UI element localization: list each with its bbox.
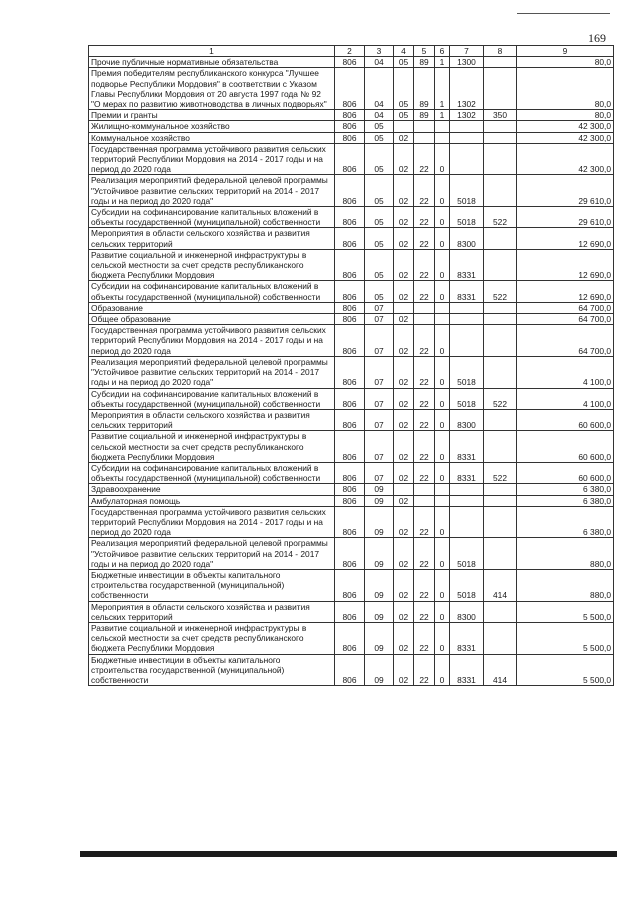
row-code: 806 [335, 314, 365, 325]
row-code: 414 [484, 569, 517, 601]
row-code: 0 [435, 601, 450, 622]
row-code [435, 314, 450, 325]
table-row [89, 495, 614, 506]
row-code [435, 495, 450, 506]
row-code: 22 [414, 325, 435, 357]
row-code [484, 121, 517, 132]
row-code: 04 [365, 110, 394, 121]
row-code: 05 [394, 57, 414, 68]
row-code: 0 [435, 654, 450, 686]
row-code [435, 302, 450, 313]
row-amount: 80,0 [517, 110, 614, 121]
row-code: 02 [394, 569, 414, 601]
row-code: 05 [365, 132, 394, 143]
row-code [450, 314, 484, 325]
table-body [89, 57, 614, 686]
row-label: Образование [89, 302, 335, 313]
row-code [484, 132, 517, 143]
row-code: 02 [394, 132, 414, 143]
row-code: 22 [414, 281, 435, 302]
row-amount: 880,0 [517, 569, 614, 601]
table-row [89, 538, 614, 570]
row-label: Мероприятия в области сельского хозяйства и развития сельских территорий [89, 228, 335, 249]
row-code [484, 57, 517, 68]
row-code: 1302 [450, 110, 484, 121]
row-code [484, 228, 517, 249]
row-code: 09 [365, 569, 394, 601]
column-header: 4 [394, 46, 414, 57]
row-code: 05 [365, 207, 394, 228]
row-code: 02 [394, 207, 414, 228]
row-amount: 42 300,0 [517, 143, 614, 175]
row-amount: 29 610,0 [517, 175, 614, 207]
row-amount: 6 380,0 [517, 495, 614, 506]
row-code: 02 [394, 325, 414, 357]
row-code: 22 [414, 622, 435, 654]
row-amount: 29 610,0 [517, 207, 614, 228]
row-code: 0 [435, 538, 450, 570]
row-code [484, 143, 517, 175]
row-code: 0 [435, 228, 450, 249]
row-label: Государственная программа устойчивого развития сельских территорий Республики Мордовия на 2014 - 2017 годы и на период до 2020 года [89, 506, 335, 538]
row-code: 07 [365, 325, 394, 357]
row-code [484, 506, 517, 538]
row-code: 89 [414, 68, 435, 110]
row-code: 07 [365, 356, 394, 388]
row-code: 806 [335, 207, 365, 228]
row-code: 806 [335, 484, 365, 495]
table-row [89, 110, 614, 121]
row-amount: 880,0 [517, 538, 614, 570]
row-code: 05 [365, 249, 394, 281]
row-code: 02 [394, 622, 414, 654]
row-code: 8300 [450, 409, 484, 430]
row-label: Премии и гранты [89, 110, 335, 121]
row-code: 04 [365, 68, 394, 110]
row-code: 806 [335, 601, 365, 622]
row-code: 522 [484, 462, 517, 483]
table-row [89, 506, 614, 538]
row-code: 02 [394, 506, 414, 538]
row-code [484, 431, 517, 463]
row-code: 806 [335, 302, 365, 313]
row-code: 02 [394, 495, 414, 506]
row-code: 0 [435, 622, 450, 654]
row-code [435, 121, 450, 132]
row-code [484, 409, 517, 430]
row-code: 09 [365, 654, 394, 686]
row-code [484, 325, 517, 357]
row-amount: 4 100,0 [517, 388, 614, 409]
row-code [484, 249, 517, 281]
row-code: 0 [435, 207, 450, 228]
table-row [89, 68, 614, 110]
row-code [394, 121, 414, 132]
row-code: 02 [394, 409, 414, 430]
row-code: 09 [365, 506, 394, 538]
row-code: 02 [394, 538, 414, 570]
row-code: 1302 [450, 68, 484, 110]
row-code: 806 [335, 143, 365, 175]
row-code: 8331 [450, 622, 484, 654]
row-code: 05 [365, 175, 394, 207]
column-header: 9 [517, 46, 614, 57]
row-code: 0 [435, 325, 450, 357]
row-code: 350 [484, 110, 517, 121]
row-label: Реализация мероприятий федеральной целевой программы "Устойчивое развитие сельских территорий на 2014 - 2017 годы и на период до 2020 года" [89, 538, 335, 570]
row-code: 806 [335, 228, 365, 249]
row-code [450, 121, 484, 132]
table-header-row [89, 46, 614, 57]
row-label: Здравоохранение [89, 484, 335, 495]
row-code: 05 [365, 143, 394, 175]
row-code: 806 [335, 462, 365, 483]
row-code: 22 [414, 228, 435, 249]
row-code: 8331 [450, 654, 484, 686]
row-code: 1 [435, 57, 450, 68]
row-amount: 42 300,0 [517, 132, 614, 143]
row-amount: 12 690,0 [517, 228, 614, 249]
row-code: 0 [435, 431, 450, 463]
row-code [450, 325, 484, 357]
row-code: 806 [335, 431, 365, 463]
row-code: 806 [335, 654, 365, 686]
row-code [414, 121, 435, 132]
row-code: 0 [435, 462, 450, 483]
row-amount: 42 300,0 [517, 121, 614, 132]
row-code [414, 314, 435, 325]
row-code: 02 [394, 249, 414, 281]
row-code: 02 [394, 281, 414, 302]
row-code: 806 [335, 57, 365, 68]
row-label: Бюджетные инвестиции в объекты капитального строительства государственной (муниципальной) собственности [89, 654, 335, 686]
row-label: Общее образование [89, 314, 335, 325]
row-code [484, 495, 517, 506]
row-code: 0 [435, 143, 450, 175]
table-row [89, 57, 614, 68]
row-code: 5018 [450, 569, 484, 601]
row-code: 05 [365, 228, 394, 249]
row-code: 806 [335, 281, 365, 302]
row-label: Развитие социальной и инженерной инфраструктуры в сельской местности за счет средств республиканского бюджета Республики Мордовия [89, 249, 335, 281]
table-row [89, 175, 614, 207]
row-amount: 60 600,0 [517, 462, 614, 483]
row-code: 0 [435, 506, 450, 538]
row-code: 22 [414, 175, 435, 207]
table-row [89, 484, 614, 495]
row-amount: 4 100,0 [517, 356, 614, 388]
row-code: 05 [394, 68, 414, 110]
row-code: 806 [335, 68, 365, 110]
row-label: Государственная программа устойчивого развития сельских территорий Республики Мордовия на 2014 - 2017 годы и на период до 2020 года [89, 143, 335, 175]
row-code: 806 [335, 175, 365, 207]
row-amount: 60 600,0 [517, 409, 614, 430]
page-number: 169 [588, 31, 606, 45]
row-code: 806 [335, 325, 365, 357]
row-code: 522 [484, 388, 517, 409]
row-code: 22 [414, 462, 435, 483]
row-code: 8300 [450, 601, 484, 622]
row-code: 09 [365, 484, 394, 495]
table-row [89, 132, 614, 143]
row-code [484, 302, 517, 313]
row-code: 09 [365, 622, 394, 654]
row-code: 04 [365, 57, 394, 68]
row-code [450, 302, 484, 313]
row-label: Развитие социальной и инженерной инфраструктуры в сельской местности за счет средств республиканского бюджета Республики Мордовия [89, 622, 335, 654]
row-code: 806 [335, 409, 365, 430]
table-row [89, 601, 614, 622]
row-code [484, 601, 517, 622]
row-amount: 12 690,0 [517, 281, 614, 302]
table-row [89, 356, 614, 388]
row-code: 02 [394, 314, 414, 325]
row-code: 0 [435, 281, 450, 302]
row-code: 07 [365, 314, 394, 325]
row-amount: 80,0 [517, 68, 614, 110]
row-code: 806 [335, 249, 365, 281]
top-rule [517, 13, 610, 14]
table-row [89, 207, 614, 228]
row-code: 09 [365, 538, 394, 570]
row-amount: 60 600,0 [517, 431, 614, 463]
row-code [450, 484, 484, 495]
row-label: Субсидии на софинансирование капитальных вложений в объекты государственной (муниципальной) собственности [89, 207, 335, 228]
row-code: 806 [335, 495, 365, 506]
row-code: 8300 [450, 228, 484, 249]
row-code: 05 [365, 281, 394, 302]
row-amount: 5 500,0 [517, 601, 614, 622]
table-row [89, 302, 614, 313]
row-code [435, 132, 450, 143]
table-row [89, 462, 614, 483]
row-code: 0 [435, 409, 450, 430]
row-code: 07 [365, 431, 394, 463]
table-row [89, 654, 614, 686]
row-code: 806 [335, 121, 365, 132]
row-code: 5018 [450, 175, 484, 207]
row-amount: 80,0 [517, 57, 614, 68]
row-code: 02 [394, 356, 414, 388]
row-code [484, 68, 517, 110]
bottom-bar [80, 851, 617, 857]
row-amount: 6 380,0 [517, 484, 614, 495]
row-code: 22 [414, 431, 435, 463]
row-label: Государственная программа устойчивого развития сельских территорий Республики Мордовия на 2014 - 2017 годы и на период до 2020 года [89, 325, 335, 357]
row-code: 8331 [450, 431, 484, 463]
column-header: 7 [450, 46, 484, 57]
column-header: 2 [335, 46, 365, 57]
row-code: 5018 [450, 388, 484, 409]
row-label: Реализация мероприятий федеральной целевой программы "Устойчивое развитие сельских территорий на 2014 - 2017 годы и на период до 2020 года" [89, 356, 335, 388]
column-header: 1 [89, 46, 335, 57]
row-code: 806 [335, 538, 365, 570]
row-label: Мероприятия в области сельского хозяйства и развития сельских территорий [89, 409, 335, 430]
row-code: 07 [365, 409, 394, 430]
row-code: 22 [414, 207, 435, 228]
row-label: Субсидии на софинансирование капитальных вложений в объекты государственной (муниципальной) собственности [89, 388, 335, 409]
table-row [89, 228, 614, 249]
row-label: Прочие публичные нормативные обязательства [89, 57, 335, 68]
row-code: 22 [414, 249, 435, 281]
row-code [484, 314, 517, 325]
row-code [394, 484, 414, 495]
column-header: 3 [365, 46, 394, 57]
row-code: 414 [484, 654, 517, 686]
row-code: 22 [414, 388, 435, 409]
row-label: Жилищно-коммунальное хозяйство [89, 121, 335, 132]
column-header: 6 [435, 46, 450, 57]
row-code [414, 495, 435, 506]
row-code: 02 [394, 654, 414, 686]
row-code: 02 [394, 388, 414, 409]
row-label: Бюджетные инвестиции в объекты капитального строительства государственной (муниципальной) собственности [89, 569, 335, 601]
row-code [414, 484, 435, 495]
row-code: 22 [414, 356, 435, 388]
row-code: 5018 [450, 207, 484, 228]
row-code [484, 484, 517, 495]
row-code [394, 302, 414, 313]
row-code: 07 [365, 302, 394, 313]
row-label: Мероприятия в области сельского хозяйства и развития сельских территорий [89, 601, 335, 622]
row-code [450, 143, 484, 175]
row-code: 522 [484, 281, 517, 302]
row-code [484, 622, 517, 654]
row-label: Премия победителям республиканского конкурса "Лучшее подворье Республики Мордовия" в соответствии с Указом Главы Республики Мордовия от 20 августа 1997 года № 92 "О мерах по развитию животноводства в личных подворьях" [89, 68, 335, 110]
table-row [89, 249, 614, 281]
row-code: 89 [414, 110, 435, 121]
row-code: 806 [335, 506, 365, 538]
row-label: Реализация мероприятий федеральной целевой программы "Устойчивое развитие сельских территорий на 2014 - 2017 годы и на период до 2020 года" [89, 175, 335, 207]
row-code [435, 484, 450, 495]
row-code: 522 [484, 207, 517, 228]
table-row [89, 314, 614, 325]
row-code [450, 506, 484, 538]
row-code [484, 175, 517, 207]
row-code: 02 [394, 601, 414, 622]
row-label: Субсидии на софинансирование капитальных вложений в объекты государственной (муниципальной) собственности [89, 281, 335, 302]
row-code: 5018 [450, 356, 484, 388]
row-code: 806 [335, 356, 365, 388]
row-amount: 64 700,0 [517, 325, 614, 357]
table-row [89, 388, 614, 409]
row-code: 806 [335, 110, 365, 121]
row-code: 0 [435, 569, 450, 601]
row-code: 22 [414, 538, 435, 570]
row-code: 0 [435, 356, 450, 388]
table-row [89, 143, 614, 175]
row-code: 806 [335, 622, 365, 654]
row-code: 8331 [450, 281, 484, 302]
row-code: 806 [335, 569, 365, 601]
row-code [484, 538, 517, 570]
row-amount: 64 700,0 [517, 314, 614, 325]
row-code: 0 [435, 249, 450, 281]
row-code: 5018 [450, 538, 484, 570]
row-code: 09 [365, 495, 394, 506]
table-row [89, 409, 614, 430]
row-code: 1 [435, 110, 450, 121]
row-code [414, 132, 435, 143]
table-row [89, 431, 614, 463]
row-code: 22 [414, 143, 435, 175]
table-row [89, 622, 614, 654]
row-code: 02 [394, 175, 414, 207]
budget-table [88, 45, 614, 686]
row-code: 22 [414, 569, 435, 601]
column-header: 5 [414, 46, 435, 57]
column-header: 8 [484, 46, 517, 57]
row-code: 02 [394, 462, 414, 483]
row-code: 8331 [450, 462, 484, 483]
table-row [89, 569, 614, 601]
row-code: 07 [365, 388, 394, 409]
row-code: 806 [335, 388, 365, 409]
row-label: Амбулаторная помощь [89, 495, 335, 506]
row-code [450, 132, 484, 143]
row-amount: 64 700,0 [517, 302, 614, 313]
row-code: 806 [335, 132, 365, 143]
row-code: 0 [435, 388, 450, 409]
row-code [450, 495, 484, 506]
row-code: 1300 [450, 57, 484, 68]
row-amount: 5 500,0 [517, 654, 614, 686]
row-code: 05 [394, 110, 414, 121]
row-code [484, 356, 517, 388]
row-code: 02 [394, 143, 414, 175]
row-amount: 5 500,0 [517, 622, 614, 654]
row-label: Коммунальное хозяйство [89, 132, 335, 143]
row-amount: 12 690,0 [517, 249, 614, 281]
row-code: 02 [394, 431, 414, 463]
row-code: 09 [365, 601, 394, 622]
row-code: 02 [394, 228, 414, 249]
row-code: 05 [365, 121, 394, 132]
row-code: 1 [435, 68, 450, 110]
row-code: 07 [365, 462, 394, 483]
row-label: Субсидии на софинансирование капитальных вложений в объекты государственной (муниципальной) собственности [89, 462, 335, 483]
row-amount: 6 380,0 [517, 506, 614, 538]
table-row [89, 325, 614, 357]
table-row [89, 281, 614, 302]
row-code [414, 302, 435, 313]
row-code: 22 [414, 409, 435, 430]
row-code: 89 [414, 57, 435, 68]
row-code: 22 [414, 601, 435, 622]
row-code: 0 [435, 175, 450, 207]
table-row [89, 121, 614, 132]
row-code: 8331 [450, 249, 484, 281]
row-label: Развитие социальной и инженерной инфраструктуры в сельской местности за счет средств республиканского бюджета Республики Мордовия [89, 431, 335, 463]
row-code: 22 [414, 506, 435, 538]
row-code: 22 [414, 654, 435, 686]
